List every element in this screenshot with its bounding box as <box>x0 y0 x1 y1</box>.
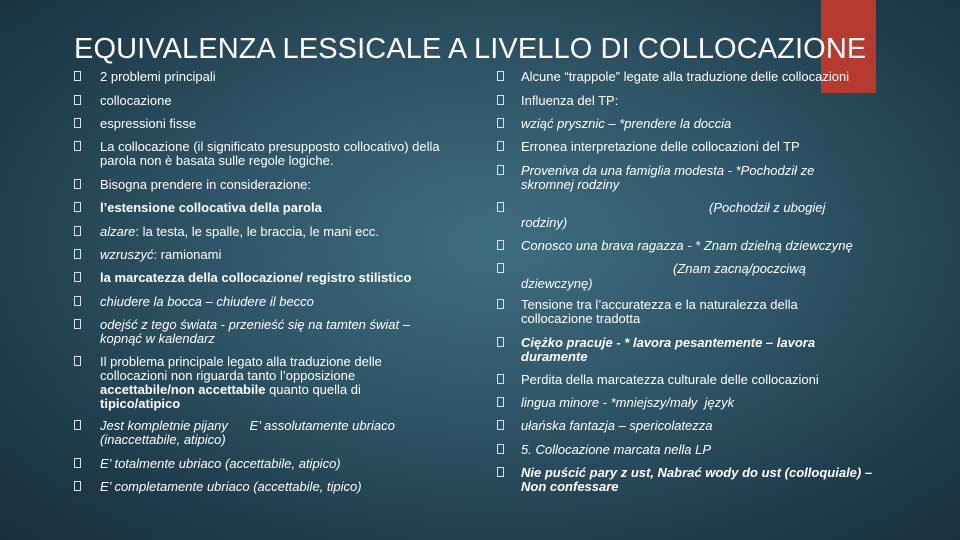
slide-title: EQUIVALENZA LESSICALE A LIVELLO DI COLLOCAZIONE <box>74 33 867 65</box>
square-bullet-icon <box>74 226 81 236</box>
item-text: espressioni fisse <box>100 116 197 131</box>
item-text: wziąć prysznic – *prendere la doccia <box>521 116 732 131</box>
item-detail: Il problema principale legato alla traduzione delle collocazioni non riguarda tanto l’opposizione <box>100 354 382 383</box>
square-bullet-icon <box>74 481 81 491</box>
square-bullet-icon <box>497 202 504 212</box>
item-text: Nie puścić pary z ust, Nabrać wody do ust (colloquiale) – Non confessare <box>521 465 873 494</box>
item-text: Tensione tra l’accuratezza e la naturalezza della collocazione tradotta <box>521 297 798 326</box>
square-bullet-icon <box>497 95 504 105</box>
square-bullet-icon <box>497 165 504 175</box>
square-bullet-icon <box>497 444 504 454</box>
square-bullet-icon <box>497 118 504 128</box>
square-bullet-icon <box>74 118 81 128</box>
square-bullet-icon <box>74 71 81 81</box>
item-text: collocazione <box>100 93 172 108</box>
item-text: E’ totalmente ubriaco (accettabile, atipico) <box>100 456 341 471</box>
square-bullet-icon <box>497 397 504 407</box>
item-text: La collocazione (il significato presupposto collocativo) della parola non è basata sulle regole logiche. <box>100 139 440 168</box>
item-text <box>100 225 475 239</box>
square-bullet-icon <box>74 202 81 212</box>
square-bullet-icon <box>74 319 81 329</box>
item-text: Erronea interpretazione delle collocazioni del TP <box>521 139 800 154</box>
item-text <box>100 355 420 411</box>
square-bullet-icon <box>497 141 504 151</box>
item-text: 5. Collocazione marcata nella LP <box>521 442 712 457</box>
square-bullet-icon <box>497 71 504 81</box>
square-bullet-icon <box>74 141 81 151</box>
square-bullet-icon <box>497 374 504 384</box>
item-text: E’ completamente ubriaco (accettabile, tipico) <box>100 479 362 494</box>
item-line: rodziny) <box>521 215 568 230</box>
item-line: (Pochodził z ubogiej <box>709 200 826 215</box>
item-text: lingua minore - *mniejszy/mały język <box>521 395 735 410</box>
square-bullet-icon <box>74 249 81 259</box>
square-bullet-icon <box>497 263 504 273</box>
square-bullet-icon <box>74 420 81 430</box>
item-detail: quanto quella di <box>265 382 361 397</box>
item-text: chiudere la bocca – chiudere il becco <box>100 294 314 309</box>
item-text: Perdita della marcatezza culturale delle collocazioni <box>521 372 819 387</box>
square-bullet-icon <box>74 296 81 306</box>
item-keyword: tipico/atipico <box>100 396 181 411</box>
square-bullet-icon <box>74 272 81 282</box>
item-text: Proveniva da una famiglia modesta - *Pochodził ze skromnej rodziny <box>521 163 815 192</box>
item-keyword: wzruszyć <box>100 247 154 262</box>
item-text: l’estensione collocativa della parola <box>100 200 322 215</box>
item-line: Jest kompletnie pijany E’ assolutamente ubriaco <box>100 418 395 433</box>
square-bullet-icon <box>497 337 504 347</box>
item-text: ułańska fantazja – spericolatezza <box>521 418 713 433</box>
item-text: Influenza del TP: <box>521 93 619 108</box>
square-bullet-icon <box>497 299 504 309</box>
square-bullet-icon <box>74 458 81 468</box>
square-bullet-icon <box>497 420 504 430</box>
item-text <box>521 262 886 291</box>
square-bullet-icon <box>74 356 81 366</box>
item-text <box>521 201 886 230</box>
item-text: Alcune “trappole” legate alla traduzione delle collocazioni <box>521 69 850 84</box>
item-text: Bisogna prendere in considerazione: <box>100 177 312 192</box>
item-text: odejść z tego świata - przenieść się na tamten świat – kopnąć w kalendarz <box>100 317 410 346</box>
item-text: la marcatezza della collocazione/ registro stilistico <box>100 270 412 285</box>
item-text: Conosco una brava ragazza - * Znam dzielną dziewczynę <box>521 238 853 253</box>
item-keyword: alzare <box>100 224 136 239</box>
item-text <box>100 419 475 447</box>
square-bullet-icon <box>497 240 504 250</box>
item-keyword: accettabile/non accettabile <box>100 382 266 397</box>
square-bullet-icon <box>74 95 81 105</box>
item-line: dziewczynę) <box>521 276 593 291</box>
item-text <box>100 248 475 262</box>
item-text: 2 problemi principali <box>100 69 216 84</box>
square-bullet-icon <box>74 179 81 189</box>
item-line: (inaccettabile, atipico) <box>100 432 226 447</box>
square-bullet-icon <box>497 467 504 477</box>
item-line: (Znam zacną/poczciwą <box>673 261 806 276</box>
item-detail: : ramionami <box>153 247 222 262</box>
item-detail: : la testa, le spalle, le braccia, le mani ecc. <box>135 224 379 239</box>
item-text: Ciężko pracuje - * lavora pesantemente – lavora duramente <box>521 335 816 364</box>
